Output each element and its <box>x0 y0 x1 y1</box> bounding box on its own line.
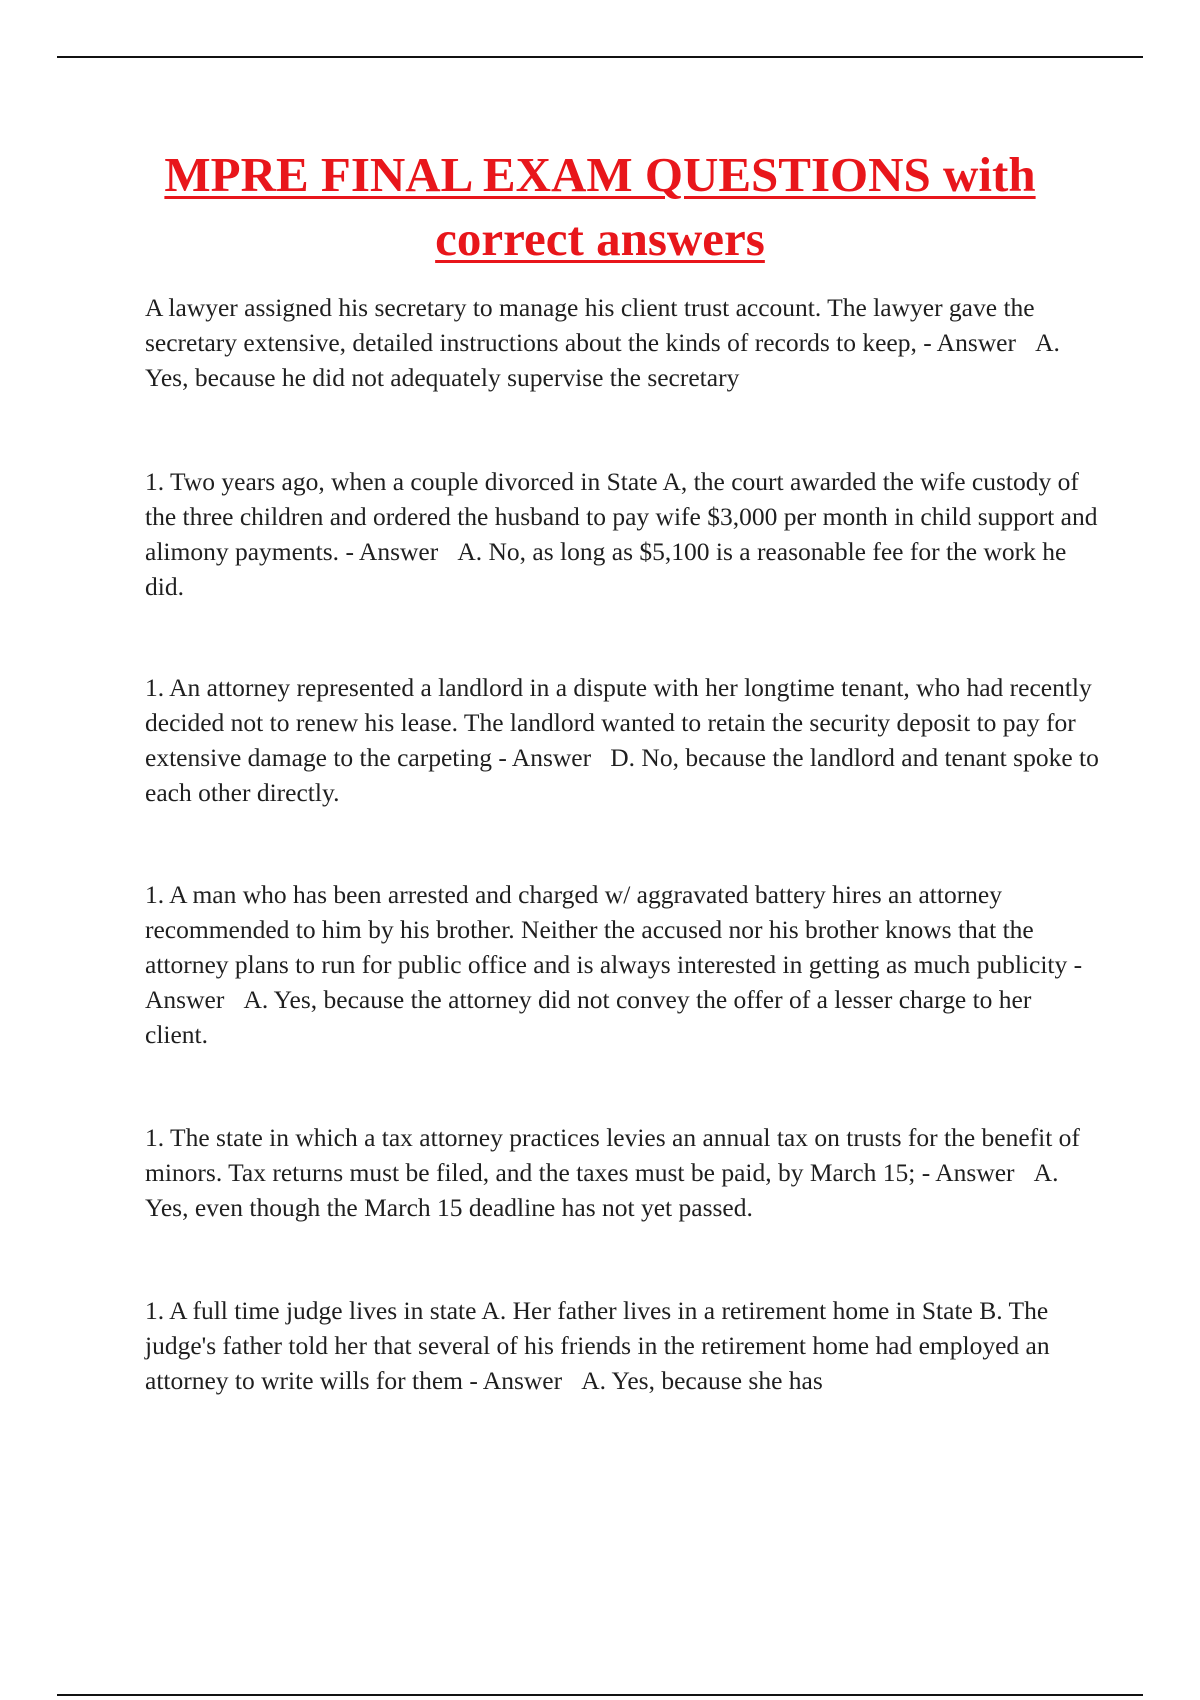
top-divider <box>57 56 1143 58</box>
answer-separator: - Answer <box>491 743 598 772</box>
answer-separator: - Answer <box>915 1158 1021 1187</box>
answer-text: A. Yes, because she has <box>581 1366 823 1395</box>
bottom-divider <box>57 1694 1143 1696</box>
question-text: A lawyer assigned his secretary to manage his client trust account. The lawyer gave the secretary extensive, detailed instructions about the kinds of records to keep, <box>145 293 1035 357</box>
answer-text: D. No, because the landlord and tenant spoke to each other directly. <box>145 743 1099 807</box>
question-entry <box>145 1120 1100 1225</box>
answer-separator: - Answer <box>339 537 445 566</box>
answer-text: A. Yes, because he did not adequately supervise the secretary <box>145 328 1060 392</box>
question-entry <box>145 877 1100 1052</box>
question-entry <box>145 1293 1100 1398</box>
question-text: 1. Two years ago, when a couple divorced in State A, the court awarded the wife custody of the three children and ordered the husband to pay wife $3,000 per month in child support and alimony payments. <box>145 467 1098 566</box>
question-entry <box>145 464 1100 604</box>
document-title: MPRE FINAL EXAM QUESTIONS with correct answers <box>164 147 1036 266</box>
question-entry <box>145 670 1100 810</box>
question-text: 1. An attorney represented a landlord in a dispute with her longtime tenant, who had recently decided not to renew his lease. The landlord wanted to retain the security deposit to pay for extensive damage to the carpeting <box>145 673 1092 772</box>
answer-separator: - Answer <box>916 328 1023 357</box>
question-text: 1. A full time judge lives in state A. Her father lives in a retirement home in State B. The judge's father told her that several of his friends in the retirement home had employed an attorney to write wills for them <box>145 1296 1050 1395</box>
question-text: 1. The state in which a tax attorney practices levies an annual tax on trusts for the benefit of minors. Tax returns must be filed, and the taxes must be paid, by March 15; <box>145 1123 1080 1187</box>
answer-separator: - Answer <box>145 950 1083 1014</box>
question-text: 1. A man who has been arrested and charged w/ aggravated battery hires an attorney recommended to him by his brother. Neither the accused nor his brother knows that the attorney plans to run for public office and is always interested in getting as much publicity <box>145 880 1068 979</box>
answer-text: A. No, as long as $5,100 is a reasonable fee for the work he did. <box>145 537 1067 601</box>
question-entry <box>145 290 1100 395</box>
answer-text: A. Yes, even though the March 15 deadline has not yet passed. <box>145 1158 1059 1222</box>
answer-separator: - Answer <box>462 1366 569 1395</box>
answer-text: A. Yes, because the attorney did not convey the offer of a lesser charge to her client. <box>145 985 1032 1049</box>
